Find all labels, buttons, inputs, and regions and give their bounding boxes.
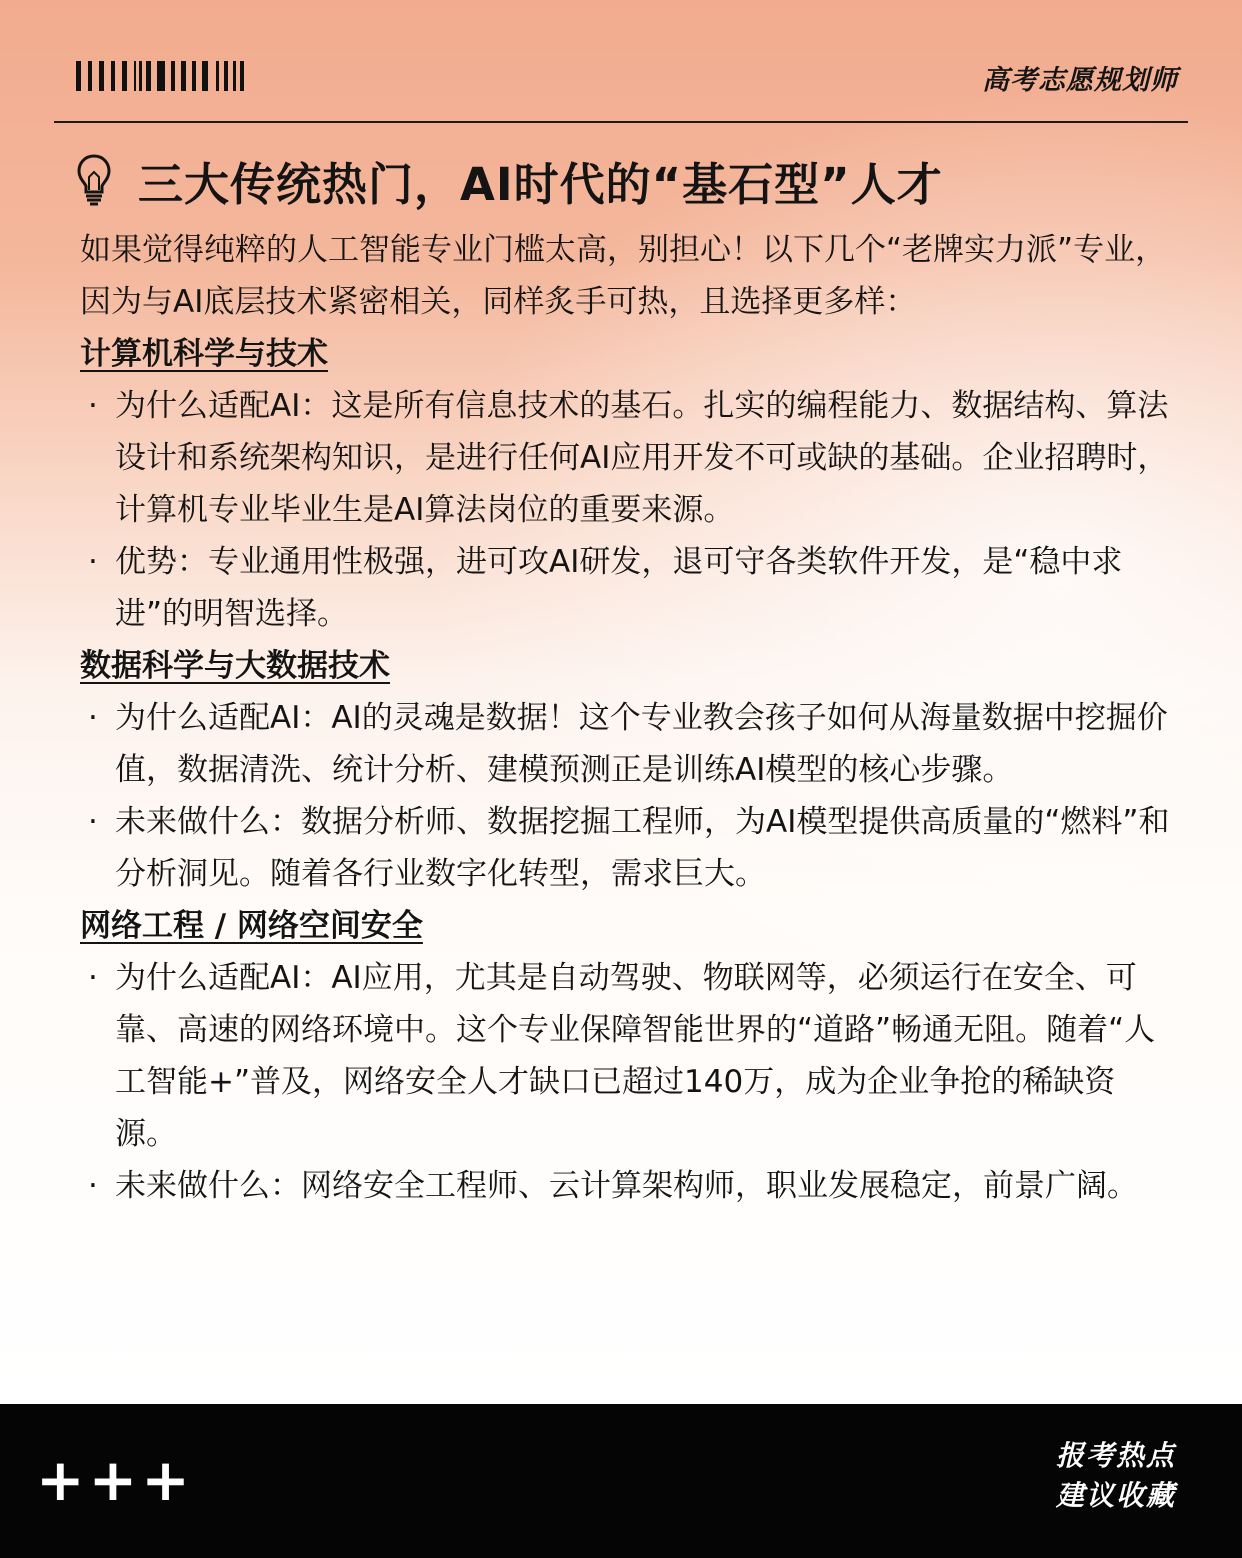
list-item: · 为什么适配AI：这是所有信息技术的基石。扎实的编程能力、数据结构、算法设计和系统架构知识，是进行任何AI应用开发不可或缺的基础。企业招聘时，计算机专业毕业生是AI算法岗位的重要来源。 (80, 380, 1172, 536)
bullet-dot: · (88, 700, 98, 736)
list-item: · 未来做什么：网络安全工程师、云计算架构师，职业发展稳定，前景广阔。 (80, 1160, 1172, 1212)
list-item: · 为什么适配AI：AI的灵魂是数据！这个专业教会孩子如何从海量数据中挖掘价值，数据清洗、统计分析、建模预测正是训练AI模型的核心步骤。 (80, 692, 1172, 796)
intro-paragraph: 如果觉得纯粹的人工智能专业门槛太高，别担心！以下几个“老牌实力派”专业，因为与AI底层技术紧密相关，同样炙手可热，且选择更多样： (80, 232, 1167, 320)
section-title-network-security: 网络工程 / 网络空间安全 (80, 908, 423, 944)
list-item: · 为什么适配AI：AI应用，尤其是自动驾驶、物联网等，必须运行在安全、可靠、高速的网络环境中。这个专业保障智能世界的“道路”畅通无阻。随着“人工智能+”普及，网络安全人才缺口已超过140万，成为企业争抢的稀缺资源。 (80, 952, 1172, 1160)
brand-name: 高考志愿规划师 (982, 65, 1178, 96)
bullet-dot: · (88, 1168, 98, 1204)
bullet-dot: · (88, 544, 98, 580)
barcode-icon (76, 61, 246, 91)
bullet-dot: · (88, 388, 98, 424)
footer-slogan (1056, 1436, 1176, 1516)
plus-icons: +++ (36, 1446, 194, 1514)
bullet-dot: · (88, 804, 98, 840)
section-title-computer-science: 计算机科学与技术 (80, 336, 328, 372)
footer-banner (0, 1404, 1242, 1558)
list-item: · 优势：专业通用性极强，进可攻AI研发，退可守各类软件开发，是“稳中求进”的明智选择。 (80, 536, 1172, 640)
bullet-dot: · (88, 960, 98, 996)
slogan-line-1: 报考热点 (1055, 1439, 1176, 1472)
header (0, 0, 1242, 124)
article-body (80, 224, 1172, 1212)
page-title: 三大传统热门，AI时代的“基石型”人才 (138, 157, 943, 211)
list-item: · 未来做什么：数据分析师、数据挖掘工程师，为AI模型提供高质量的“燃料”和分析洞见。随着各行业数字化转型，需求巨大。 (80, 796, 1172, 900)
slogan-line-2: 建议收藏 (1055, 1479, 1176, 1512)
header-divider (54, 121, 1188, 123)
section-title-data-science: 数据科学与大数据技术 (80, 648, 390, 684)
lightbulb-icon (76, 153, 112, 207)
title-row (76, 148, 943, 212)
